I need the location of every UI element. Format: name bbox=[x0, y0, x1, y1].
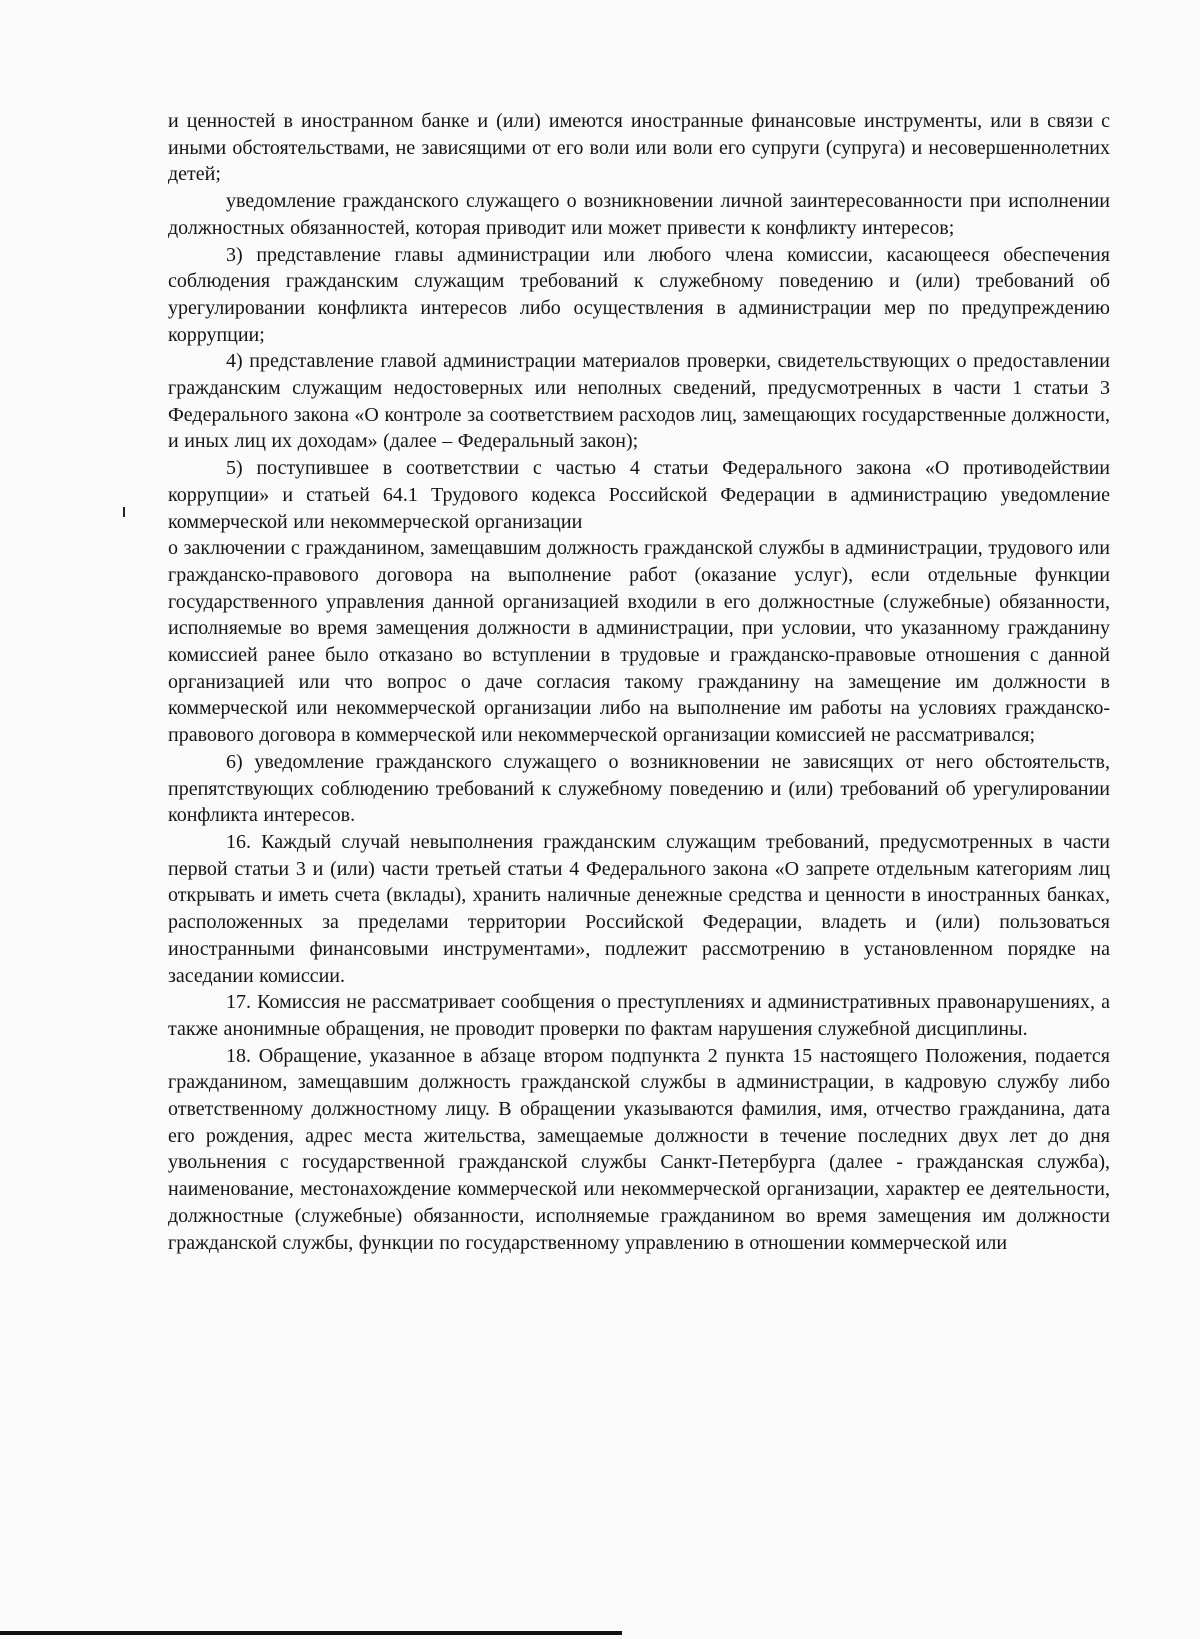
paragraph-clause-17: 17. Комиссия не рассматривает сообщения о преступлениях и административных правонарушениях, а также анонимные обращения, не проводит проверки по фактам нарушения служебной дисциплины. bbox=[168, 991, 1110, 1040]
scan-artifact-mark bbox=[123, 507, 125, 517]
paragraph-clause-16: 16. Каждый случай невыполнения гражданским служащим требований, предусмотренных в части первой статьи 3 и (или) части третьей статьи 4 Федерального закона «О запрете отдельным категориям лиц открывать и иметь счета (вклады), хранить наличные денежные средства и ценности в иностранных банках, расположенных за пределами территории Российской Федерации, владеть и (или) пользоваться иностранными финансовыми инструментами», подлежит рассмотрению в установленном порядке на заседании комиссии. bbox=[168, 830, 1110, 987]
paragraph-item-5: 5) поступившее в соответствии с частью 4 статьи Федерального закона «О противодействии коррупции» и статьей 64.1 Трудового кодекса Российской Федерации в администрацию уведомление коммерческой или некоммерческой организации bbox=[168, 457, 1110, 533]
scan-bottom-edge-line bbox=[0, 1631, 622, 1635]
document-body bbox=[168, 108, 1110, 1256]
paragraph-clause-18: 18. Обращение, указанное в абзаце втором подпункта 2 пункта 15 настоящего Положения, подается гражданином, замещавшим должность гражданской службы в администрации, в кадровую службу либо ответственному должностному лицу. В обращении указываются фамилия, имя, отчество гражданина, дата его рождения, адрес места жительства, замещаемые должности в течение последних двух лет до дня увольнения с государственной гражданской службы Санкт-Петербурга (далее - гражданская служба), наименование, местонахождение коммерческой или некоммерческой организации, характер ее деятельности, должностные (служебные) обязанности, исполняемые гражданином во время замещения им должности гражданской службы, функции по государственному управлению в отношении коммерческой или bbox=[168, 1044, 1110, 1254]
paragraph-item-5-continuation: о заключении с гражданином, замещавшим должность гражданской службы в администрации, трудового или гражданско-правового договора на выполнение работ (оказание услуг), если отдельные функции государственного управления данной организацией входили в его должностные (служебные) обязанности, исполняемые во время замещения должности в администрации, при условии, что указанному гражданину комиссией ранее было отказано во вступлении в трудовые и гражданско-правовые отношения с данной организацией или что вопрос о даче согласия такому гражданину на замещение им должности в коммерческой или некоммерческой организации либо на выполнение им работы на условиях гражданско-правового договора в коммерческой или некоммерческой организации комиссией не рассматривался; bbox=[168, 537, 1110, 747]
paragraph-foreign-assets-continuation: и ценностей в иностранном банке и (или) имеются иностранные финансовые инструменты, или в связи с иными обстоятельствами, не зависящими от его воли или воли его супруги (супруга) и несовершеннолетних детей; bbox=[168, 110, 1110, 186]
paragraph-item-4: 4) представление главой администрации материалов проверки, свидетельствующих о предоставлении гражданским служащим недостоверных или неполных сведений, предусмотренных в части 1 статьи 3 Федерального закона «О контроле за соответствием расходов лиц, замещающих государственные должности, и иных лиц их доходам» (далее – Федеральный закон); bbox=[168, 350, 1110, 453]
paragraph-item-3: 3) представление главы администрации или любого члена комиссии, касающееся обеспечения соблюдения гражданским служащим требований к служебному поведению и (или) требований об урегулировании конфликта интересов либо осуществления в администрации мер по предупреждению коррупции; bbox=[168, 243, 1110, 346]
paragraph-conflict-notification: уведомление гражданского служащего о возникновении личной заинтересованности при исполнении должностных обязанностей, которая приводит или может привести к конфликту интересов; bbox=[168, 190, 1110, 239]
paragraph-item-6: 6) уведомление гражданского служащего о возникновении не зависящих от него обстоятельств, препятствующих соблюдению требований к служебному поведению и (или) требований об урегулировании конфликта интересов. bbox=[168, 750, 1110, 827]
